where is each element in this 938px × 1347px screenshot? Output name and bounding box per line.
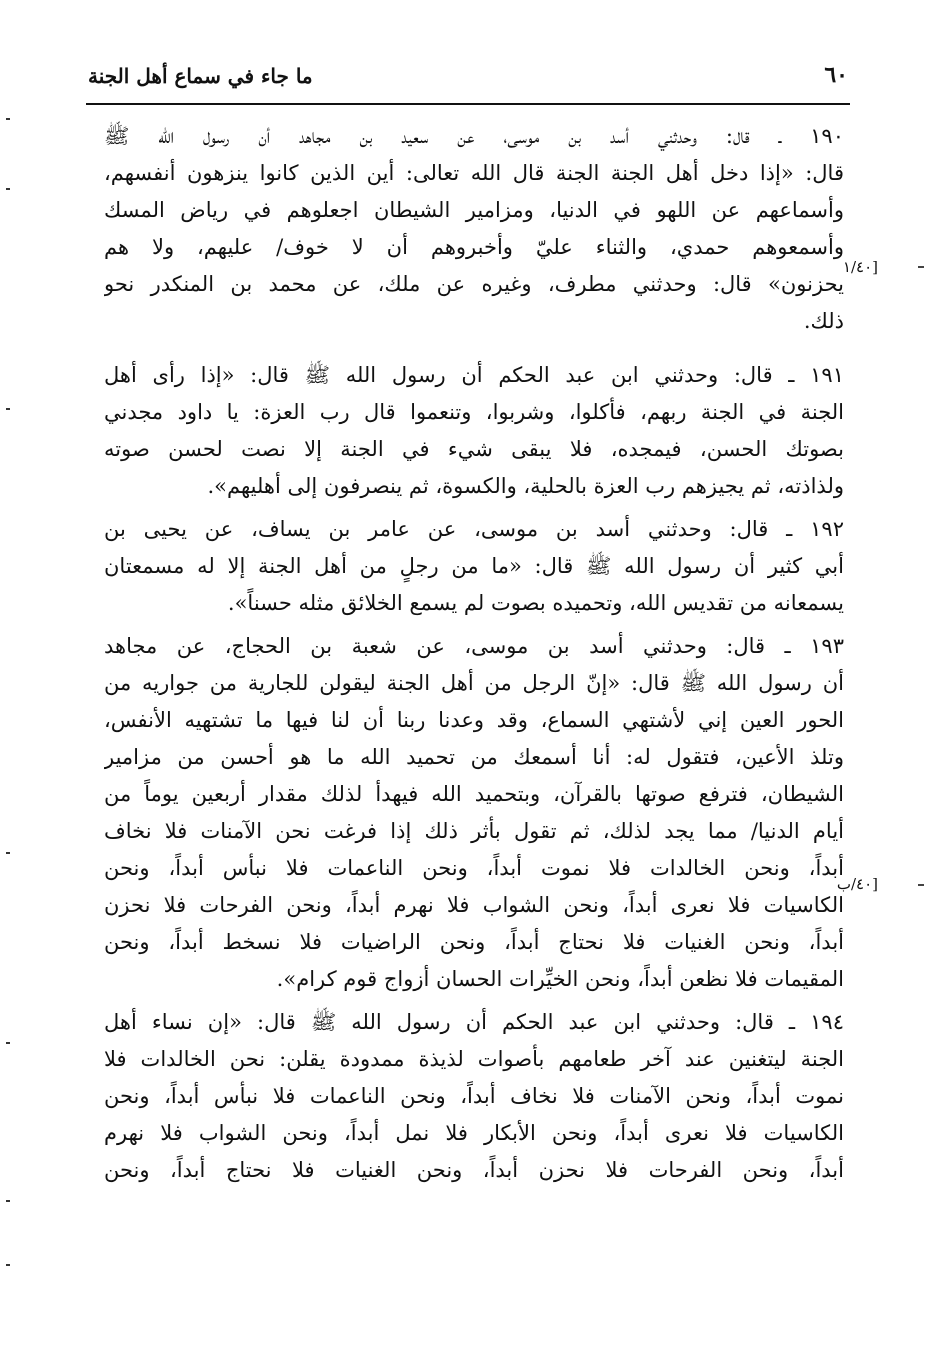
scan-speck: [918, 266, 924, 268]
text-line: يسمعانه من تقديس الله، وتحميده بصوت لم يسمع الخلائق مثله حسناً».: [227, 591, 844, 615]
text-line: الحور العين إني لأشتهي السماع، وقد وعدنا ربنا أن لنا فيها ما تشتهيه الأنفس،: [104, 708, 844, 732]
text-line: الجنة ليتغنين عند آخر طعامهم بأصوات لذيذة ممدودة يقلن: نحن الخالدات فلا: [104, 1047, 844, 1071]
page-body: [104, 118, 844, 1189]
text-line: وتلذ الأعين، فتقول له: أنا أسمعك من تحميد الله ما هو أحسن من مزامير: [104, 745, 844, 769]
scan-speck: [6, 118, 10, 120]
scan-speck: [6, 852, 10, 854]
page-header: [88, 58, 848, 100]
margin-note-folio: [١/٤٠: [842, 258, 878, 276]
scan-speck: [6, 1264, 10, 1266]
text-line: الجنة في الجنة ربهم، فأكلوا، وشربوا، وتنعموا قال رب العزة: يا داود مجدني: [104, 400, 844, 424]
header-rule: [86, 103, 850, 105]
scan-speck: [6, 1200, 10, 1202]
page-number: ٦٠: [824, 62, 848, 88]
hadith-paragraph: [104, 118, 844, 340]
text-line: ١٩٠ ـ قال: وحدثني أسد بن موسى، عن سعيد بن مجاهد أن رسول الله ﷺ: [104, 124, 844, 148]
hadith-paragraph: [104, 1004, 844, 1189]
hadith-paragraph: [104, 511, 844, 622]
scan-speck: [6, 408, 10, 410]
text-line: وأسمعوهم حمدي، والثناء عليّ وأخبروهم أن لا خوف/ عليهم، ولا هم: [104, 235, 844, 259]
text-line: ذلك.: [803, 309, 844, 333]
text-line: ولذاذته، ثم يجيزهم رب العزة بالحلية، والكسوة، ثم ينصرفون إلى أهليهم».: [207, 474, 844, 498]
text-line: أبداً، ونحن الخالدات فلا نموت أبداً، ونحن الناعمات فلا نبأس أبداً، ونحن: [104, 856, 844, 880]
text-line: أبي كثير أن رسول الله ﷺ قال: «ما من رجلٍ من أهل الجنة إلا له مسمعتان: [104, 554, 844, 578]
text-line: أن رسول الله ﷺ قال: «إنّ الرجل من أهل الجنة ليقولن للجارية من جواريه من: [104, 671, 844, 695]
text-line: الكاسيات فلا نعرى أبداً، ونحن الشواب فلا نهرم أبداً، ونحن الفرحات فلا نحزن: [104, 893, 844, 917]
margin-note-folio: [٤٠/ب: [836, 875, 878, 893]
text-line: أيام الدنيا/ مما يجد لذلك، ثم تقول بأثر ذلك إذا فرغت نحن الآمنات فلا نخاف: [104, 819, 844, 843]
text-line: أبداً، ونحن الفرحات فلا نحزن أبداً، ونحن الغنيات فلا نحتاج أبداً، ونحن: [104, 1158, 844, 1182]
text-line: ١٩٢ ـ قال: وحدثني أسد بن موسى، عن عامر بن يساف، عن يحيى بن: [104, 517, 844, 541]
text-line: أبداً، ونحن الغنيات فلا نحتاج أبداً، ونحن الراضيات فلا نسخط أبداً، ونحن: [104, 930, 844, 954]
paragraph-gap: [104, 340, 844, 357]
scan-speck: [6, 188, 10, 190]
text-line: وأسماعهم عن اللهو في الدنيا، ومزامير الشيطان اجعلوهم في رياض المسك: [104, 198, 844, 222]
text-line: ١٩١ ـ قال: وحدثني ابن عبد الحكم أن رسول الله ﷺ قال: «إذا رأى أهل: [104, 363, 844, 387]
running-title: ما جاء في سماع أهل الجنة: [88, 64, 313, 88]
text-line: قال: «إذا دخل أهل الجنة الجنة قال الله تعالى: أين الذين كانوا ينزهون أنفسهم،: [104, 161, 844, 185]
text-line: بصوتك الحسن، فيمجده، فلا يبقى شيء في الجنة إلا نصت لحسن صوته: [104, 437, 844, 461]
text-line: يحزنون» قال: وحدثني مطرف، وغيره عن ملك، عن محمد بن المنكدر نحو: [104, 272, 844, 296]
text-line: الشيطان، فترفع صوتها بالقرآن، وبتحميد الله فيهدأ لذلك مقدار أربعين يوماً من: [104, 782, 844, 806]
text-line: ١٩٤ ـ قال: وحدثني ابن عبد الحكم أن رسول الله ﷺ قال: «إن نساء أهل: [104, 1010, 844, 1034]
scan-speck: [6, 1042, 10, 1044]
hadith-paragraph: [104, 628, 844, 998]
scan-speck: [918, 884, 924, 886]
text-line: الكاسيات فلا نعرى أبداً، ونحن الأبكار فلا نمل أبداً، ونحن الشواب فلا نهرم: [104, 1121, 844, 1145]
text-line: المقيمات فلا نظعن أبداً، ونحن الخيِّرات الحسان أزواج قوم كرام».: [276, 967, 844, 991]
text-line: نموت أبداً، ونحن الآمنات فلا نخاف أبداً، ونحن الناعمات فلا نبأس أبداً، ونحن: [104, 1084, 844, 1108]
hadith-paragraph: [104, 357, 844, 505]
text-line: ١٩٣ ـ قال: وحدثني أسد بن موسى، عن شعبة بن الحجاج، عن مجاهد: [104, 634, 844, 658]
